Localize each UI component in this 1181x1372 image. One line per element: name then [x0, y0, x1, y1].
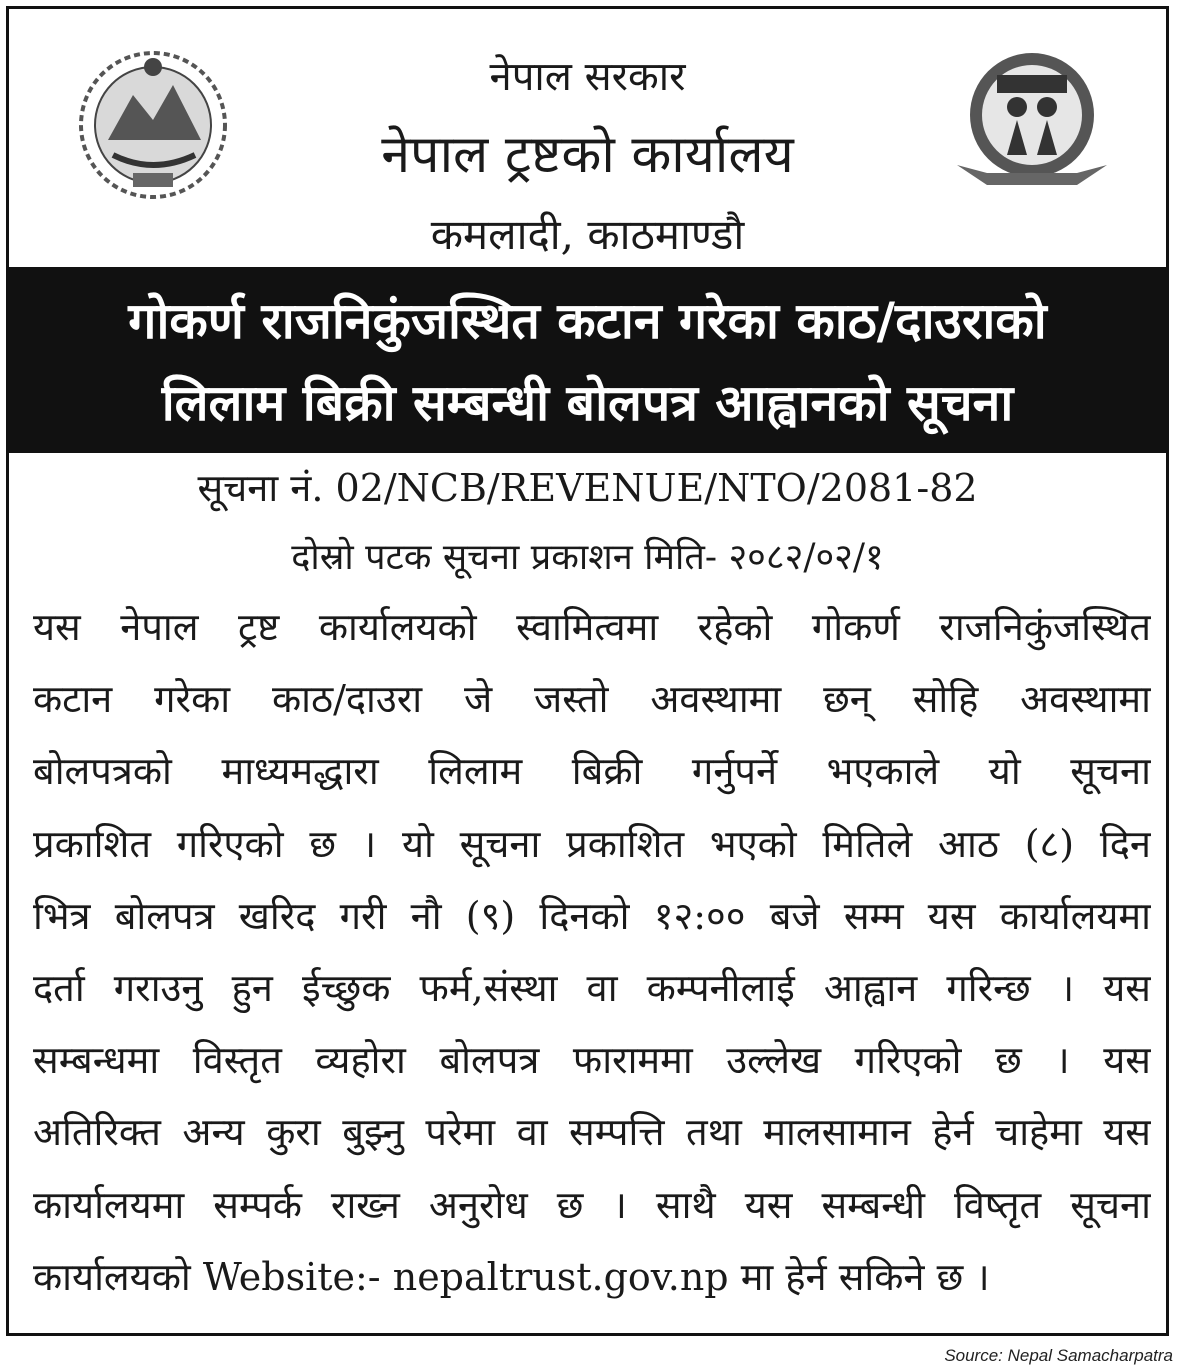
body-line: यस नेपाल ट्रष्ट कार्यालयको स्वामित्वमा रहेको गोकर्ण राजनिकुंजस्थित	[33, 605, 1151, 649]
body-line: भित्र बोलपत्र खरिद गरी नौ (९) दिनको १२:०० बजे सम्म यस कार्यालयमा	[33, 893, 1151, 938]
body-line: कार्यालयमा सम्पर्क राख्न अनुरोध छ । साथै यस सम्बन्धी विष्तृत सूचना	[33, 1182, 1151, 1227]
office-name: नेपाल ट्रष्टको कार्यालय	[381, 125, 794, 185]
title-line-2: लिलाम बिक्री सम्बन्धी बोलपत्र आह्वानको सूचना	[161, 374, 1014, 432]
body-line: बोलपत्रको माध्यमद्धारा लिलाम बिक्री गर्नुपर्ने भएकाले यो सूचना	[33, 749, 1151, 794]
source-credit: Source: Nepal Samacharpatra	[944, 1346, 1173, 1365]
notice-number: सूचना नं. 02/NCB/REVENUE/NTO/2081-82	[197, 466, 978, 510]
body-line: कार्यालयको Website:- nepaltrust.gov.np मा हेर्न सकिने छ ।	[33, 1254, 990, 1299]
notice-frame	[6, 6, 1169, 1336]
publication-date: दोस्रो पटक सूचना प्रकाशन मिति- २०८२/०२/१	[291, 537, 884, 578]
notice-body	[33, 591, 1151, 1313]
body-line: प्रकाशित गरिएको छ । यो सूचना प्रकाशित भएको मितिले आठ (८) दिन	[33, 821, 1151, 866]
body-line: अतिरिक्त अन्य कुरा बुझ्नु परेमा वा सम्पत्ति तथा मालसामान हेर्न चाहेमा यस	[33, 1110, 1151, 1155]
title-line-1: गोकर्ण राजनिकुंजस्थित कटान गरेका काठ/दाउराको	[128, 292, 1047, 350]
title-banner	[9, 267, 1166, 453]
office-address: कमलादी, काठमाण्डौ	[430, 210, 745, 259]
body-line: कटान गरेका काठ/दाउरा जे जस्तो अवस्थामा छन् सोहि अवस्थामा	[33, 677, 1151, 722]
body-line: सम्बन्धमा विस्तृत व्यहोरा बोलपत्र फाराममा उल्लेख गरिएको छ । यस	[33, 1038, 1151, 1083]
government-name: नेपाल सरकार	[489, 54, 686, 100]
notice-header	[9, 9, 1166, 267]
body-line: दर्ता गराउनु हुन ईच्छुक फर्म,संस्था वा कम्पनीलाई आह्वान गरिन्छ । यस	[33, 965, 1151, 1010]
